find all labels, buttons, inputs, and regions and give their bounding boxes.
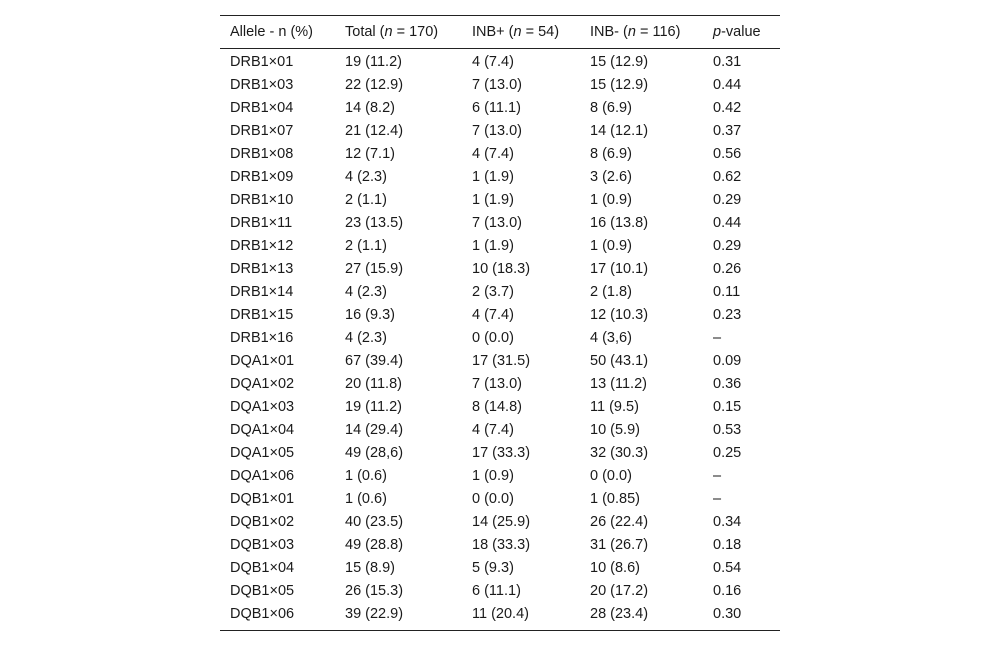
inb-negative-cell: 2 (1.8) xyxy=(590,284,632,300)
p-value-cell: – xyxy=(713,491,722,507)
p-value-cell: 0.53 xyxy=(713,422,742,438)
allele-cell: DRB1×11 xyxy=(230,215,293,231)
table-row xyxy=(220,166,780,189)
table-row xyxy=(220,49,780,75)
p-value-cell: 0.62 xyxy=(713,169,742,185)
total-cell: 21 (12.4) xyxy=(345,123,404,139)
inb-positive-cell: 7 (13.0) xyxy=(472,215,522,231)
inb-positive-cell: 11 (20.4) xyxy=(472,606,529,622)
inb-negative-cell: 4 (3,6) xyxy=(590,330,632,346)
total-cell: 67 (39.4) xyxy=(345,353,404,369)
table-row xyxy=(220,580,780,603)
p-value-cell: – xyxy=(713,330,722,346)
total-cell: 12 (7.1) xyxy=(345,146,395,162)
table-row xyxy=(220,143,780,166)
inb-negative-cell: 13 (11.2) xyxy=(590,376,647,392)
table-row xyxy=(220,488,780,511)
total-cell: 27 (15.9) xyxy=(345,261,404,277)
table-row xyxy=(220,327,780,350)
inb-negative-cell: 32 (30.3) xyxy=(590,445,649,461)
table-row xyxy=(220,74,780,97)
p-value-cell: – xyxy=(713,468,722,484)
inb-positive-cell: 1 (1.9) xyxy=(472,192,514,208)
inb-positive-cell: 1 (1.9) xyxy=(472,169,514,185)
inb-positive-cell: 4 (7.4) xyxy=(472,54,514,70)
allele-cell: DRB1×16 xyxy=(230,330,294,346)
total-cell: 2 (1.1) xyxy=(345,238,387,254)
p-value-cell: 0.16 xyxy=(713,583,742,599)
table-row xyxy=(220,557,780,580)
table-row xyxy=(220,212,780,235)
table-row xyxy=(220,235,780,258)
table-row xyxy=(220,120,780,143)
p-value-cell: 0.54 xyxy=(713,560,742,576)
p-value-cell: 0.29 xyxy=(713,238,742,254)
inb-negative-cell: 1 (0.85) xyxy=(590,491,640,507)
total-cell: 4 (2.3) xyxy=(345,284,387,300)
inb-positive-cell: 7 (13.0) xyxy=(472,376,522,392)
table-row xyxy=(220,465,780,488)
allele-cell: DQA1×04 xyxy=(230,422,295,438)
inb-negative-cell: 1 (0.9) xyxy=(590,238,632,254)
column-header-inb-negative: INB- (n = 116) xyxy=(590,24,681,40)
inb-positive-cell: 8 (14.8) xyxy=(472,399,522,415)
inb-negative-cell: 11 (9.5) xyxy=(590,399,639,415)
inb-positive-cell: 5 (9.3) xyxy=(472,560,514,576)
total-cell: 1 (0.6) xyxy=(345,491,387,507)
total-cell: 49 (28,6) xyxy=(345,445,404,461)
allele-cell: DRB1×10 xyxy=(230,192,294,208)
allele-cell: DQA1×05 xyxy=(230,445,295,461)
table-row xyxy=(220,396,780,419)
inb-negative-cell: 3 (2.6) xyxy=(590,169,632,185)
p-value-cell: 0.11 xyxy=(713,284,741,300)
inb-negative-cell: 16 (13.8) xyxy=(590,215,649,231)
allele-cell: DQB1×01 xyxy=(230,491,295,507)
p-value-cell: 0.23 xyxy=(713,307,742,323)
table-row xyxy=(220,97,780,120)
allele-cell: DQB1×02 xyxy=(230,514,295,530)
inb-positive-cell: 2 (3.7) xyxy=(472,284,514,300)
inb-negative-cell: 15 (12.9) xyxy=(590,77,649,93)
allele-cell: DRB1×03 xyxy=(230,77,294,93)
table-row xyxy=(220,258,780,281)
allele-cell: DRB1×01 xyxy=(230,54,294,70)
inb-negative-cell: 15 (12.9) xyxy=(590,54,649,70)
total-cell: 1 (0.6) xyxy=(345,468,387,484)
total-cell: 14 (29.4) xyxy=(345,422,404,438)
allele-frequency-table xyxy=(220,15,780,631)
inb-negative-cell: 1 (0.9) xyxy=(590,192,632,208)
inb-positive-cell: 14 (25.9) xyxy=(472,514,531,530)
allele-cell: DQA1×03 xyxy=(230,399,295,415)
allele-cell: DRB1×07 xyxy=(230,123,294,139)
allele-cell: DQB1×03 xyxy=(230,537,295,553)
table-row xyxy=(220,603,780,631)
inb-negative-cell: 8 (6.9) xyxy=(590,146,632,162)
table-header xyxy=(220,16,780,49)
p-value-cell: 0.36 xyxy=(713,376,742,392)
inb-positive-cell: 10 (18.3) xyxy=(472,261,531,277)
p-value-cell: 0.09 xyxy=(713,353,742,369)
table-row xyxy=(220,419,780,442)
p-value-cell: 0.18 xyxy=(713,537,742,553)
table-row xyxy=(220,373,780,396)
inb-negative-cell: 26 (22.4) xyxy=(590,514,649,530)
inb-positive-cell: 0 (0.0) xyxy=(472,330,514,346)
table-row xyxy=(220,534,780,557)
inb-negative-cell: 20 (17.2) xyxy=(590,583,649,599)
total-cell: 39 (22.9) xyxy=(345,606,404,622)
allele-cell: DRB1×04 xyxy=(230,100,294,116)
inb-negative-cell: 50 (43.1) xyxy=(590,353,649,369)
table-body xyxy=(220,49,780,631)
total-cell: 20 (11.8) xyxy=(345,376,402,392)
inb-positive-cell: 6 (11.1) xyxy=(472,100,521,116)
inb-positive-cell: 1 (0.9) xyxy=(472,468,514,484)
total-cell: 26 (15.3) xyxy=(345,583,404,599)
p-value-cell: 0.44 xyxy=(713,215,742,231)
p-value-cell: 0.37 xyxy=(713,123,742,139)
p-value-cell: 0.26 xyxy=(713,261,742,277)
inb-negative-cell: 31 (26.7) xyxy=(590,537,649,553)
inb-positive-cell: 6 (11.1) xyxy=(472,583,521,599)
allele-cell: DQB1×06 xyxy=(230,606,295,622)
inb-negative-cell: 14 (12.1) xyxy=(590,123,649,139)
p-value-cell: 0.42 xyxy=(713,100,742,116)
inb-positive-cell: 4 (7.4) xyxy=(472,307,514,323)
inb-negative-cell: 8 (6.9) xyxy=(590,100,632,116)
p-value-cell: 0.56 xyxy=(713,146,742,162)
inb-positive-cell: 7 (13.0) xyxy=(472,77,522,93)
inb-positive-cell: 7 (13.0) xyxy=(472,123,522,139)
total-cell: 22 (12.9) xyxy=(345,77,404,93)
header-row xyxy=(220,16,780,49)
table-row xyxy=(220,304,780,327)
inb-positive-cell: 4 (7.4) xyxy=(472,146,514,162)
total-cell: 14 (8.2) xyxy=(345,100,395,116)
inb-negative-cell: 0 (0.0) xyxy=(590,468,632,484)
column-header-inb-positive: INB+ (n = 54) xyxy=(472,24,560,40)
p-value-cell: 0.15 xyxy=(713,399,742,415)
allele-cell: DRB1×13 xyxy=(230,261,294,277)
allele-cell: DQA1×01 xyxy=(230,353,295,369)
allele-cell: DRB1×15 xyxy=(230,307,294,323)
inb-positive-cell: 4 (7.4) xyxy=(472,422,514,438)
allele-cell: DRB1×14 xyxy=(230,284,294,300)
total-cell: 40 (23.5) xyxy=(345,514,404,530)
p-value-cell: 0.25 xyxy=(713,445,742,461)
inb-positive-cell: 0 (0.0) xyxy=(472,491,514,507)
inb-positive-cell: 17 (31.5) xyxy=(472,353,531,369)
column-header-total: Total (n = 170) xyxy=(345,24,439,40)
total-cell: 19 (11.2) xyxy=(345,399,402,415)
total-cell: 16 (9.3) xyxy=(345,307,395,323)
total-cell: 49 (28.8) xyxy=(345,537,404,553)
p-value-cell: 0.34 xyxy=(713,514,742,530)
column-header-allele: Allele - n (%) xyxy=(230,24,313,40)
inb-negative-cell: 10 (5.9) xyxy=(590,422,640,438)
column-header-p-value: p-value xyxy=(713,24,761,40)
inb-negative-cell: 17 (10.1) xyxy=(590,261,649,277)
inb-negative-cell: 28 (23.4) xyxy=(590,606,649,622)
total-cell: 19 (11.2) xyxy=(345,54,402,70)
table-row xyxy=(220,442,780,465)
allele-table-container xyxy=(220,15,780,631)
total-cell: 23 (13.5) xyxy=(345,215,404,231)
allele-cell: DQA1×06 xyxy=(230,468,295,484)
allele-cell: DRB1×09 xyxy=(230,169,294,185)
table-row xyxy=(220,189,780,212)
table-row xyxy=(220,350,780,373)
table-row xyxy=(220,281,780,304)
inb-positive-cell: 17 (33.3) xyxy=(472,445,531,461)
inb-negative-cell: 10 (8.6) xyxy=(590,560,640,576)
total-cell: 4 (2.3) xyxy=(345,330,387,346)
table-row xyxy=(220,511,780,534)
total-cell: 15 (8.9) xyxy=(345,560,395,576)
allele-cell: DQB1×05 xyxy=(230,583,295,599)
p-value-cell: 0.29 xyxy=(713,192,742,208)
allele-cell: DRB1×12 xyxy=(230,238,294,254)
p-value-cell: 0.44 xyxy=(713,77,742,93)
allele-cell: DQA1×02 xyxy=(230,376,295,392)
p-value-cell: 0.30 xyxy=(713,606,742,622)
allele-cell: DRB1×08 xyxy=(230,146,294,162)
inb-negative-cell: 12 (10.3) xyxy=(590,307,649,323)
allele-cell: DQB1×04 xyxy=(230,560,295,576)
total-cell: 2 (1.1) xyxy=(345,192,387,208)
p-value-cell: 0.31 xyxy=(713,54,742,70)
inb-positive-cell: 1 (1.9) xyxy=(472,238,514,254)
total-cell: 4 (2.3) xyxy=(345,169,387,185)
inb-positive-cell: 18 (33.3) xyxy=(472,537,531,553)
